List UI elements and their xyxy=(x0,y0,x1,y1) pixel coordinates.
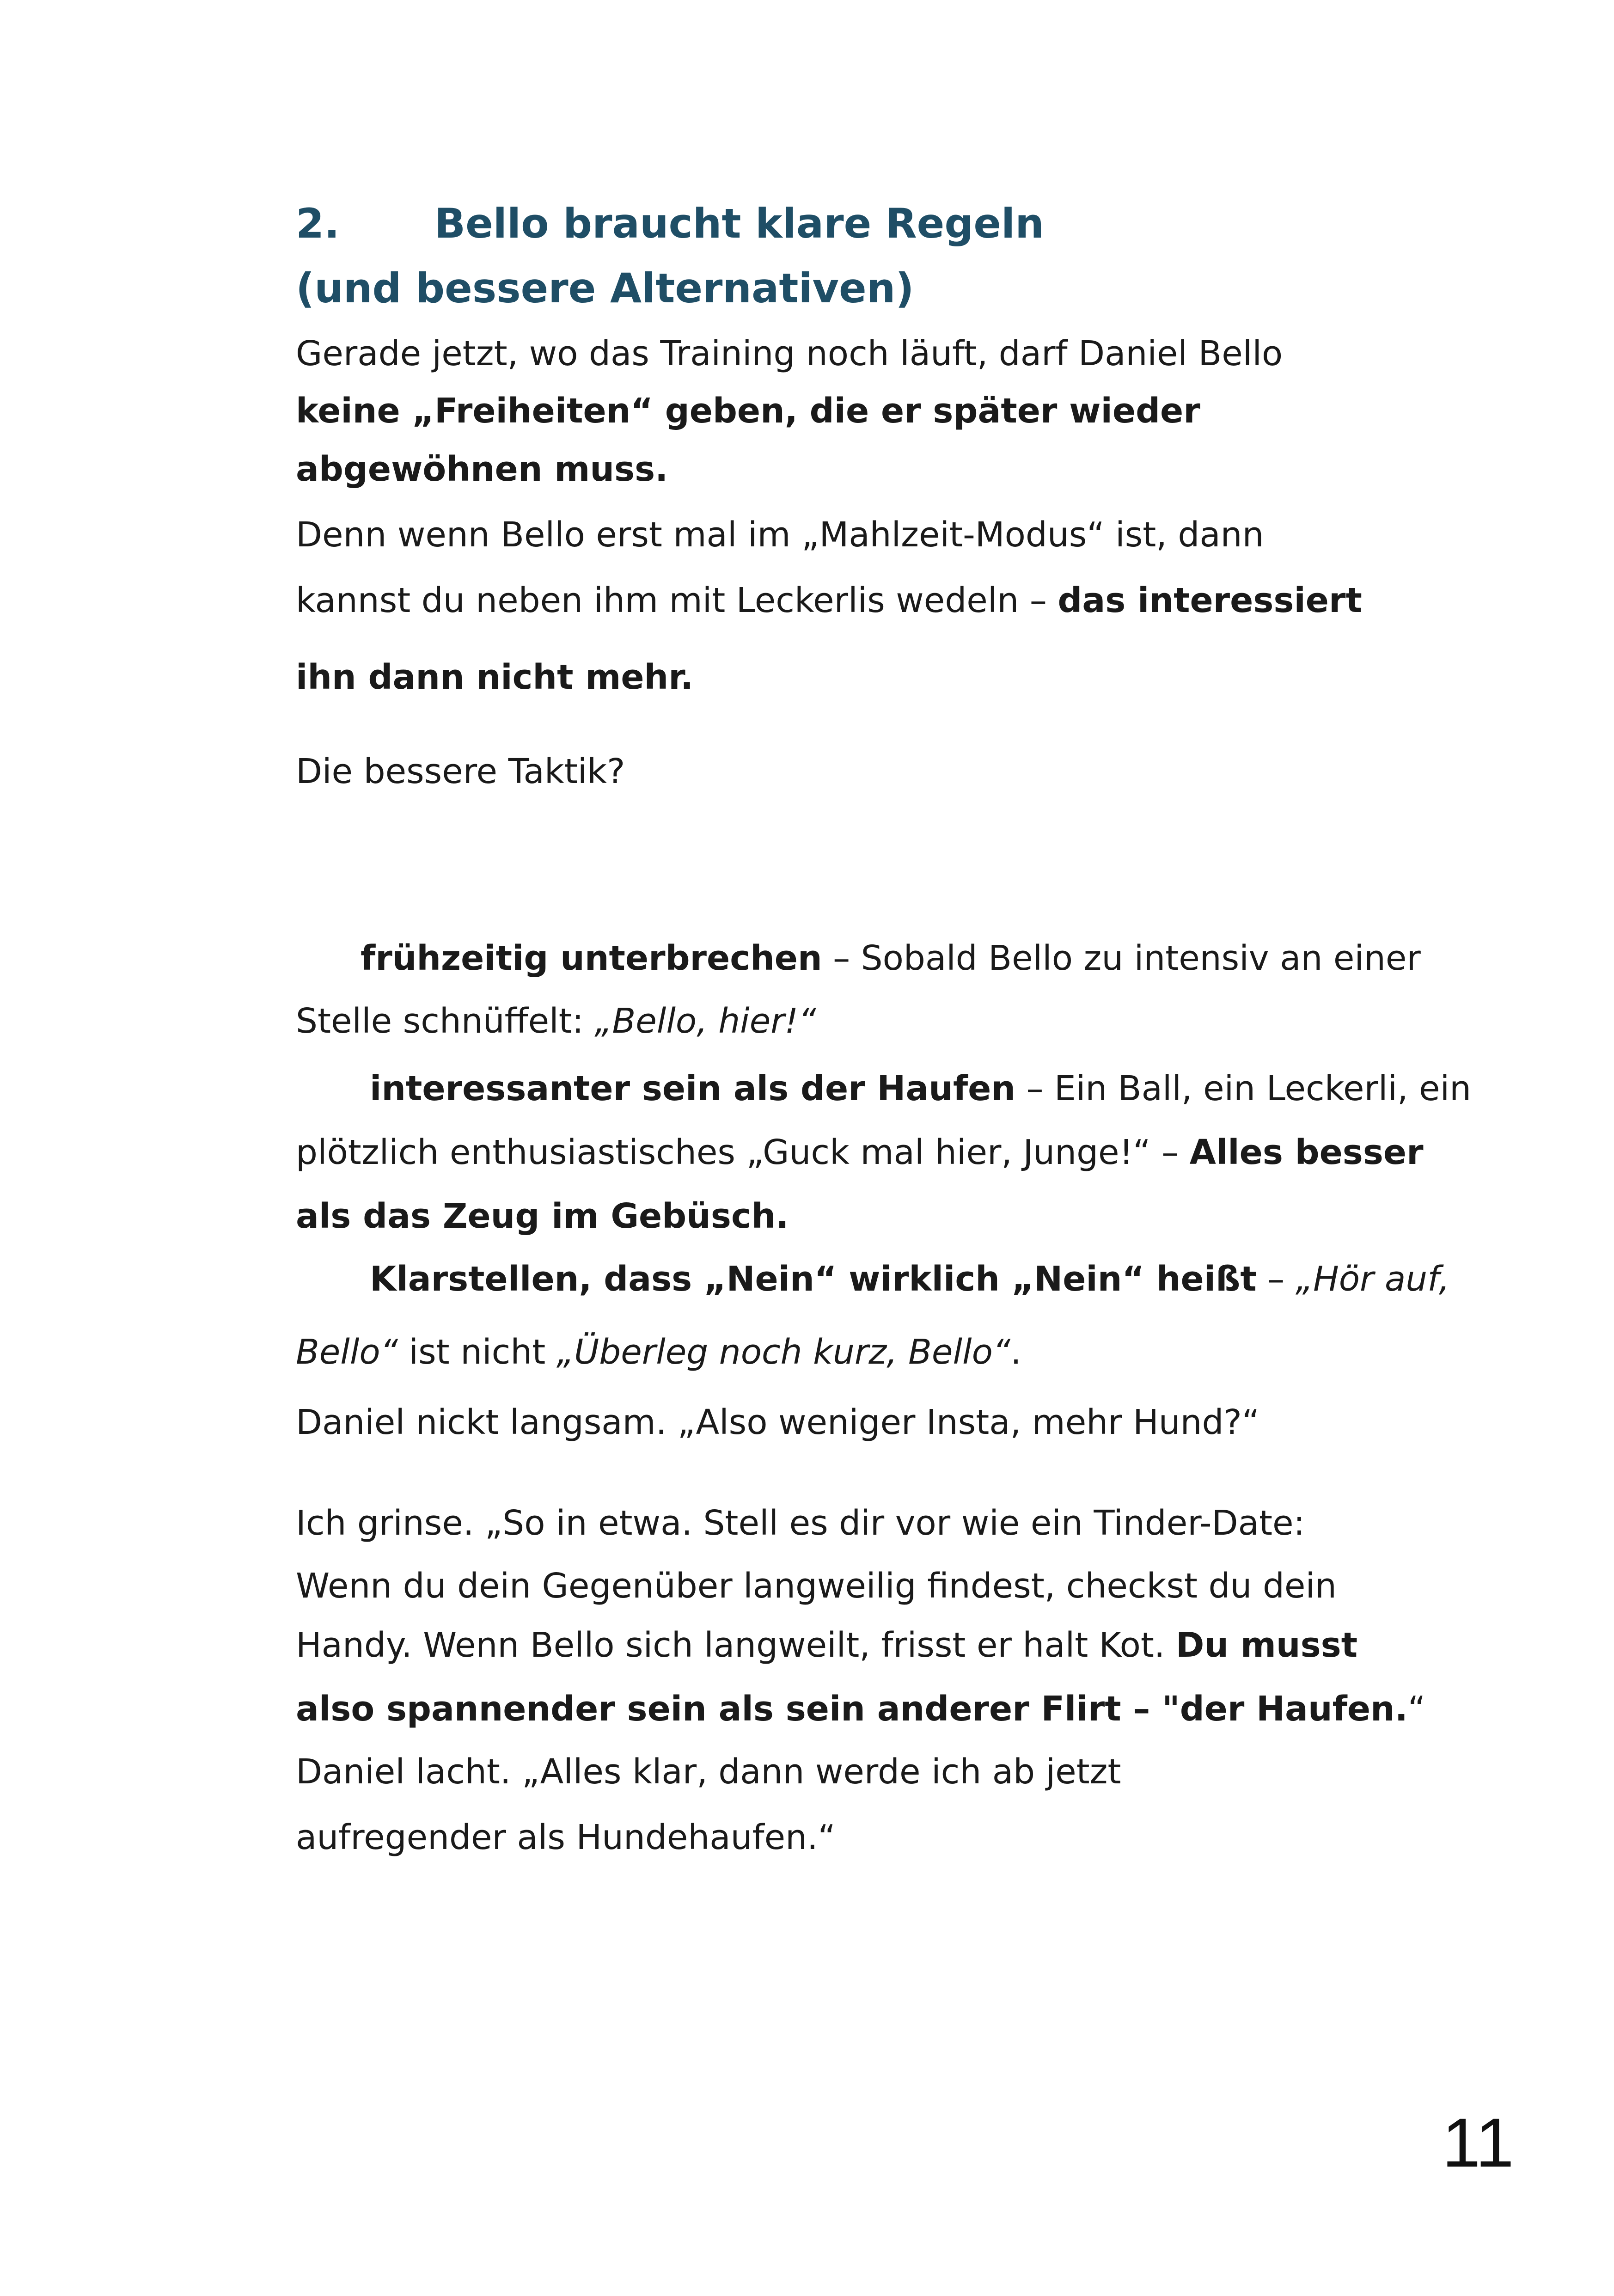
tip2-line2-bold: Alles besser xyxy=(1189,1133,1424,1172)
tip2-line3 xyxy=(296,1196,789,1236)
tip2-line2 xyxy=(296,1133,1424,1172)
para2-line1: Denn wenn Bello erst mal im „Mahlzeit-Modus“ ist, dann xyxy=(296,515,1264,555)
tip2-line1 xyxy=(370,1071,1471,1106)
tip1-bold: frühzeitig unterbrechen xyxy=(361,938,822,978)
tip3-line2-italic: Bello“ xyxy=(296,1332,398,1372)
para3-line4-end: “ xyxy=(1407,1689,1426,1729)
tip1-line2-text: Stelle schnüffelt: xyxy=(296,1001,595,1041)
tip3-line2-italic2: „Überleg noch kurz, Bello“ xyxy=(556,1332,1011,1372)
para4-line1: Daniel lacht. „Alles klar, dann werde ich ab jetzt xyxy=(296,1752,1121,1792)
tip3-line2-mid: ist nicht xyxy=(398,1332,556,1372)
tip3-line1 xyxy=(370,1259,1450,1299)
para4-line2: aufregender als Hundehaufen.“ xyxy=(296,1818,836,1857)
para3-line2: Wenn du dein Gegenüber langweilig findest, checkst du dein xyxy=(296,1566,1337,1606)
para3-line3-text: Handy. Wenn Bello sich langweilt, frisst er halt Kot. xyxy=(296,1625,1176,1665)
section-number: 2. xyxy=(296,200,340,247)
tip1-line1 xyxy=(361,938,1421,978)
para1-line3 xyxy=(296,449,668,489)
question-line: Die bessere Taktik? xyxy=(296,752,625,791)
tip1-rest: – Sobald Bello zu intensiv an einer xyxy=(822,938,1421,978)
tip3-line2 xyxy=(296,1332,1021,1372)
para3-line1: Ich grinse. „So in etwa. Stell es dir vor wie ein Tinder-Date: xyxy=(296,1503,1305,1543)
para1-line2-bold: keine „Freiheiten“ geben, die er später wieder xyxy=(296,391,1200,431)
tip1-line2-italic: „Bello, hier!“ xyxy=(594,1001,816,1041)
para3-line3 xyxy=(296,1625,1358,1665)
para2-line2 xyxy=(296,583,1362,618)
tip3-italic1: „Hör auf, xyxy=(1295,1259,1450,1299)
tip1-line2 xyxy=(296,1001,816,1041)
para3-line4 xyxy=(296,1689,1426,1729)
para2-line2-bold: das interessiert xyxy=(1058,581,1362,620)
tip2-line2-text: plötzlich enthusiastisches „Guck mal hier, Junge!“ – xyxy=(296,1133,1190,1172)
section-title-line2: (und bessere Alternativen) xyxy=(296,264,914,312)
section-title-line1: Bello braucht klare Regeln xyxy=(434,200,1044,247)
para3-line4-bold: also spannender sein als sein anderer Flirt – "der Haufen. xyxy=(296,1689,1408,1729)
para1-line2 xyxy=(296,391,1200,431)
para3-line3-bold: Du musst xyxy=(1175,1625,1358,1665)
tip3-bold: Klarstellen, dass „Nein“ wirklich „Nein“ heißt xyxy=(370,1259,1257,1299)
tip3-rest: – xyxy=(1256,1259,1296,1299)
tip2-rest: – Ein Ball, ein Leckerli, ein xyxy=(1015,1069,1472,1108)
tip2-line3-bold: als das Zeug im Gebüsch. xyxy=(296,1196,789,1236)
para2-line2-text: kannst du neben ihm mit Leckerlis wedeln – xyxy=(296,581,1058,620)
para2-line3 xyxy=(296,657,694,697)
para1-line1: Gerade jetzt, wo das Training noch läuft, darf Daniel Bello xyxy=(296,334,1283,373)
tip3-line2-end: . xyxy=(1010,1332,1021,1372)
page-number: 11 xyxy=(1442,2104,1514,2181)
para2-line3-bold: ihn dann nicht mehr. xyxy=(296,657,694,697)
daniel-line1: Daniel nickt langsam. „Also weniger Insta, mehr Hund?“ xyxy=(296,1402,1260,1442)
para1-line3-bold: abgewöhnen muss. xyxy=(296,449,668,489)
section-heading xyxy=(296,200,1044,247)
tip2-bold: interessanter sein als der Haufen xyxy=(370,1069,1016,1108)
